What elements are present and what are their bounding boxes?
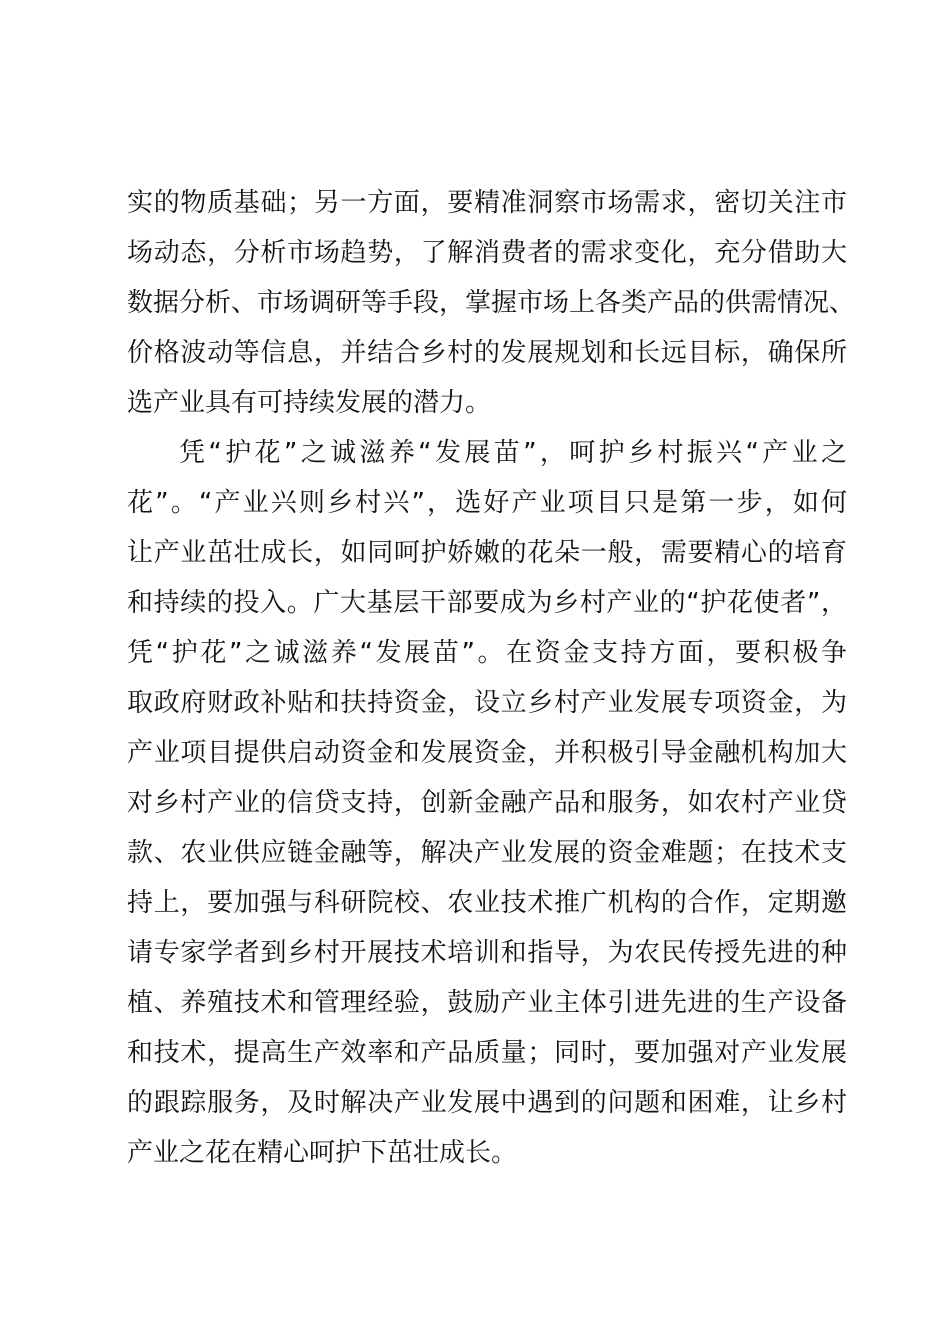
text-line: 款、农业供应链金融等，解决产业发展的资金难题；在技术支 <box>127 838 847 868</box>
text-line: 的跟踪服务，及时解决产业发展中遇到的问题和困难，让乡村 <box>127 1088 847 1118</box>
body-text <box>127 178 856 1178</box>
text-line: 选产业具有可持续发展的潜力。 <box>127 388 492 418</box>
text-line: 凭“护花”之诚滋养“发展苗”，呵护乡村振兴“产业之 <box>179 438 847 468</box>
text-line: 取政府财政补贴和扶持资金，设立乡村产业发展专项资金，为 <box>127 688 847 718</box>
paragraph-1 <box>127 178 856 428</box>
text-line: 数据分析、市场调研等手段，掌握市场上各类产品的供需情况、 <box>127 288 856 318</box>
text-line: 持上，要加强与科研院校、农业技术推广机构的合作，定期邀 <box>127 888 847 918</box>
text-line: 价格波动等信息，并结合乡村的发展规划和长远目标，确保所 <box>127 338 847 368</box>
text-line: 请专家学者到乡村开展技术培训和指导，为农民传授先进的种 <box>127 938 847 968</box>
text-line: 实的物质基础；另一方面，要精准洞察市场需求，密切关注市 <box>127 188 847 218</box>
text-line: 产业项目提供启动资金和发展资金，并积极引导金融机构加大 <box>127 738 847 768</box>
text-line: 让产业茁壮成长，如同呵护娇嫩的花朵一般，需要精心的培育 <box>127 538 847 568</box>
text-line: 凭“护花”之诚滋养“发展苗”。在资金支持方面，要积极争 <box>127 638 847 668</box>
text-line: 产业之花在精心呵护下茁壮成长。 <box>127 1138 518 1168</box>
text-line: 花”。“产业兴则乡村兴”，选好产业项目只是第一步，如何 <box>127 488 847 518</box>
text-line: 和持续的投入。广大基层干部要成为乡村产业的“护花使者”， <box>127 588 847 618</box>
text-line: 对乡村产业的信贷支持，创新金融产品和服务，如农村产业贷 <box>127 788 847 818</box>
text-line: 和技术，提高生产效率和产品质量；同时，要加强对产业发展 <box>127 1038 847 1068</box>
text-line: 场动态，分析市场趋势，了解消费者的需求变化，充分借助大 <box>127 238 847 268</box>
text-line: 植、养殖技术和管理经验，鼓励产业主体引进先进的生产设备 <box>127 988 847 1018</box>
paragraph-2 <box>127 428 847 1178</box>
